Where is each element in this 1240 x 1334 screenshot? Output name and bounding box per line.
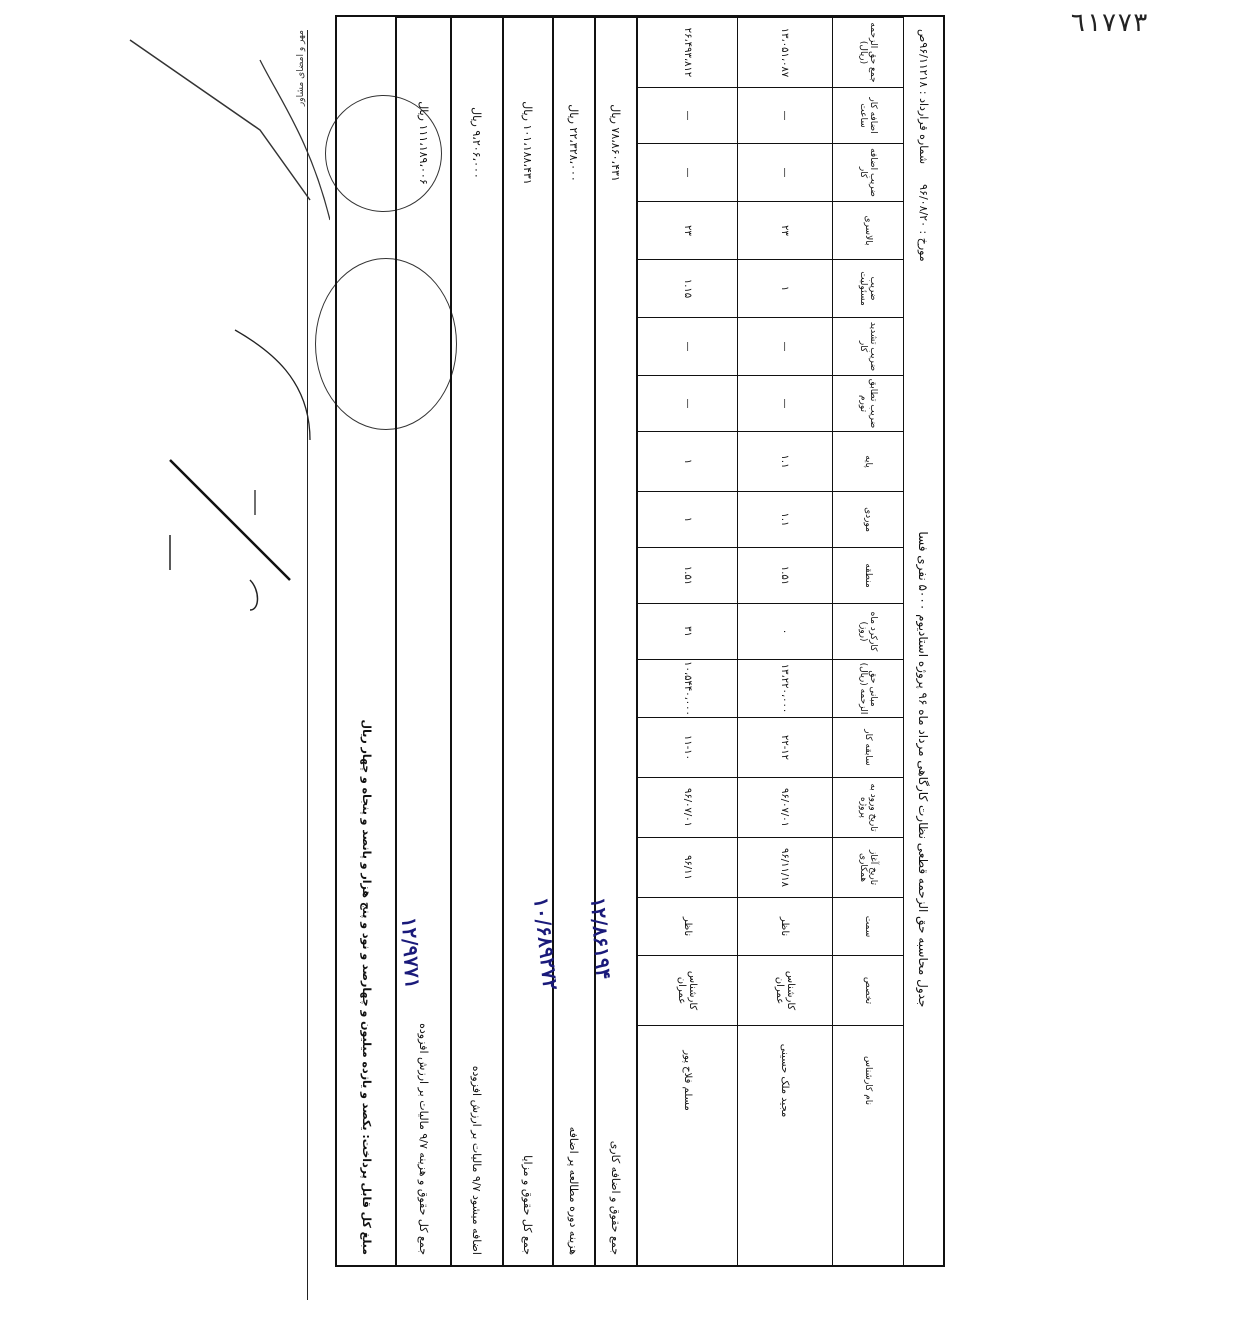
summary-row xyxy=(504,17,554,1265)
header-overtime-coef: ضریب اضافه کار xyxy=(833,143,903,201)
handwritten-total-c: ۱۲/۹۷۷۱ xyxy=(397,916,425,990)
cell-specialty: کارشناس عمران xyxy=(638,955,737,1025)
cell-region: ۱.۵۱ xyxy=(638,547,737,603)
contract-date: مورخ : ۹۶/۰۸/۲۰ xyxy=(917,184,930,262)
cell-experience: ۱۱-۱۰ xyxy=(638,717,737,777)
header-base-fee: مبانی حق الزحمه (ریال) xyxy=(833,659,903,717)
title-row xyxy=(903,17,943,1265)
cell-total: ۱۳،۰۵۱،۰۸۷ xyxy=(738,17,832,87)
cell-total: ۲۶،۴۹۳،۸۱۲ xyxy=(638,17,737,87)
total-payable-text: مبلغ کل قابل پرداخت: یکصد و یازده میلیون و چهارصد و نود و پنج هزار و پانصد و پنجاه و چهار ریال xyxy=(360,719,374,1255)
sheet-title: جدول محاسبه حق الزحمه قطعی نظارت کارگاهی مرداد ماه ۹۶ پروژه استادیوم ۵۰۰۰ نفری فسا xyxy=(916,531,931,1008)
calculation-sheet xyxy=(335,15,945,1267)
summary-value: ۹،۲۰۶،۰۰۰ ریال xyxy=(452,17,502,268)
cell-overtime-coef: — xyxy=(738,143,832,201)
summary-label: اضافه میشود ۹/۷ مالیات بر ارزش افزوده xyxy=(470,1065,484,1255)
cell-entry-date: ۹۶/۰۷/۰۱ xyxy=(738,777,832,837)
summary-label: جمع کل حقوق و مزایا xyxy=(521,1155,535,1255)
cell-inflation: — xyxy=(738,375,832,431)
handwritten-total-b: ۱۰/۶۸۹۲۷۲ xyxy=(529,896,563,992)
column-headers xyxy=(833,17,903,1265)
header-entry-date: تاریخ ورود به پروژه xyxy=(833,777,903,837)
cell-base-fee: ۱۰،۵۴۴۰،۰۰۰ xyxy=(638,659,737,717)
header-specialty: تخصص xyxy=(833,955,903,1025)
cell-role: ناظر xyxy=(738,897,832,955)
header-case: موردی xyxy=(833,491,903,547)
summary-row xyxy=(554,17,596,1265)
summary-label: هزینه دوره مطالعه پر اضافه xyxy=(567,1126,581,1255)
cell-work-days: ۰ xyxy=(738,603,832,659)
cell-overhead: ۲۳ xyxy=(738,201,832,259)
header-overtime-hours: اضافه کار ساعت xyxy=(833,87,903,143)
rotated-table xyxy=(337,17,943,1265)
summary-row xyxy=(596,17,638,1265)
cell-start-date: ۹۶/۱۱ xyxy=(638,837,737,897)
cell-start-date: ۹۶/۱۱/۱۸ xyxy=(738,837,832,897)
consultant-signature-note: مهر و امضای مشاور xyxy=(296,30,306,107)
cell-role: ناظر xyxy=(638,897,737,955)
header-overhead: بالاسری xyxy=(833,201,903,259)
summary-value: ۱۰۱،۱۸۸،۴۳۱ ریال xyxy=(504,17,552,268)
cell-intensity: — xyxy=(738,317,832,375)
cell-responsibility: ۱.۱۵ xyxy=(638,259,737,317)
cell-base-fee: ۱۳،۲۲۰،۰۰۰ xyxy=(738,659,832,717)
header-role: سمت xyxy=(833,897,903,955)
cell-inflation: — xyxy=(638,375,737,431)
cell-name: مجید ملک حسینی xyxy=(738,1025,832,1135)
cell-responsibility: ۱ xyxy=(738,259,832,317)
cell-overhead: ۲۳ xyxy=(638,201,737,259)
cell-work-days: ۳۱ xyxy=(638,603,737,659)
cell-intensity: — xyxy=(638,317,737,375)
cell-overtime-hours: — xyxy=(638,87,737,143)
cell-specialty: کارشناس عمران xyxy=(738,955,832,1025)
summary-label: جمع حقوق و اضافه کاری xyxy=(609,1140,623,1255)
cell-region: ۱.۵۱ xyxy=(738,547,832,603)
header-name: نام کارشناس xyxy=(833,1025,903,1135)
handwritten-total-a: ۱۲/۸۶۱۹۴ xyxy=(586,896,616,981)
header-total: جمع حق الزحمه (ریال) xyxy=(833,17,903,87)
cell-overtime-hours: — xyxy=(738,87,832,143)
summary-value: ۲۲،۳۲۸،۰۰۰ ریال xyxy=(554,17,594,268)
header-responsibility: ضریب مسئولیت xyxy=(833,259,903,317)
header-inflation: ضریب تطابق تورم xyxy=(833,375,903,431)
contract-number: شماره قرارداد : ۹۶/۱۱۲۱۸ص xyxy=(917,29,930,165)
cell-case: ۱ xyxy=(638,491,737,547)
signature-scribbles xyxy=(10,20,330,640)
summary-label: جمع کل حقوق و هزینه ۹/۷ مالیات بر ارزش افزوده xyxy=(417,1023,430,1255)
header-start-date: تاریخ آغاز همکاری xyxy=(833,837,903,897)
cell-entry-date: ۹۶/۰۷/۰۱ xyxy=(638,777,737,837)
cell-base: ۱ xyxy=(638,431,737,491)
page-number: ٦١٧٧٣ xyxy=(1070,8,1149,38)
header-intensity: ضریب تشدید کار xyxy=(833,317,903,375)
summary-row xyxy=(452,17,504,1265)
summary-value: ۷۸،۸۶۰،۴۳۱ ریال xyxy=(596,17,636,268)
header-experience: سابقه کار xyxy=(833,717,903,777)
cell-case: ۱.۱ xyxy=(738,491,832,547)
summary-value: ۱۱۱،۱۸۹،۰۰۶ ریال xyxy=(397,17,450,268)
contract-meta xyxy=(917,17,930,274)
table-row xyxy=(638,17,738,1265)
header-work-days: کارکرد ماه (روز) xyxy=(833,603,903,659)
table-row xyxy=(738,17,833,1265)
summary-row xyxy=(397,17,452,1265)
header-region: منطقه xyxy=(833,547,903,603)
cell-base: ۱.۱ xyxy=(738,431,832,491)
summary-row xyxy=(339,17,397,1265)
cell-overtime-coef: — xyxy=(638,143,737,201)
cell-experience: ۲۲-۱۲ xyxy=(738,717,832,777)
cell-name: مسلم فلاح پور xyxy=(638,1025,737,1135)
header-base: پایه xyxy=(833,431,903,491)
